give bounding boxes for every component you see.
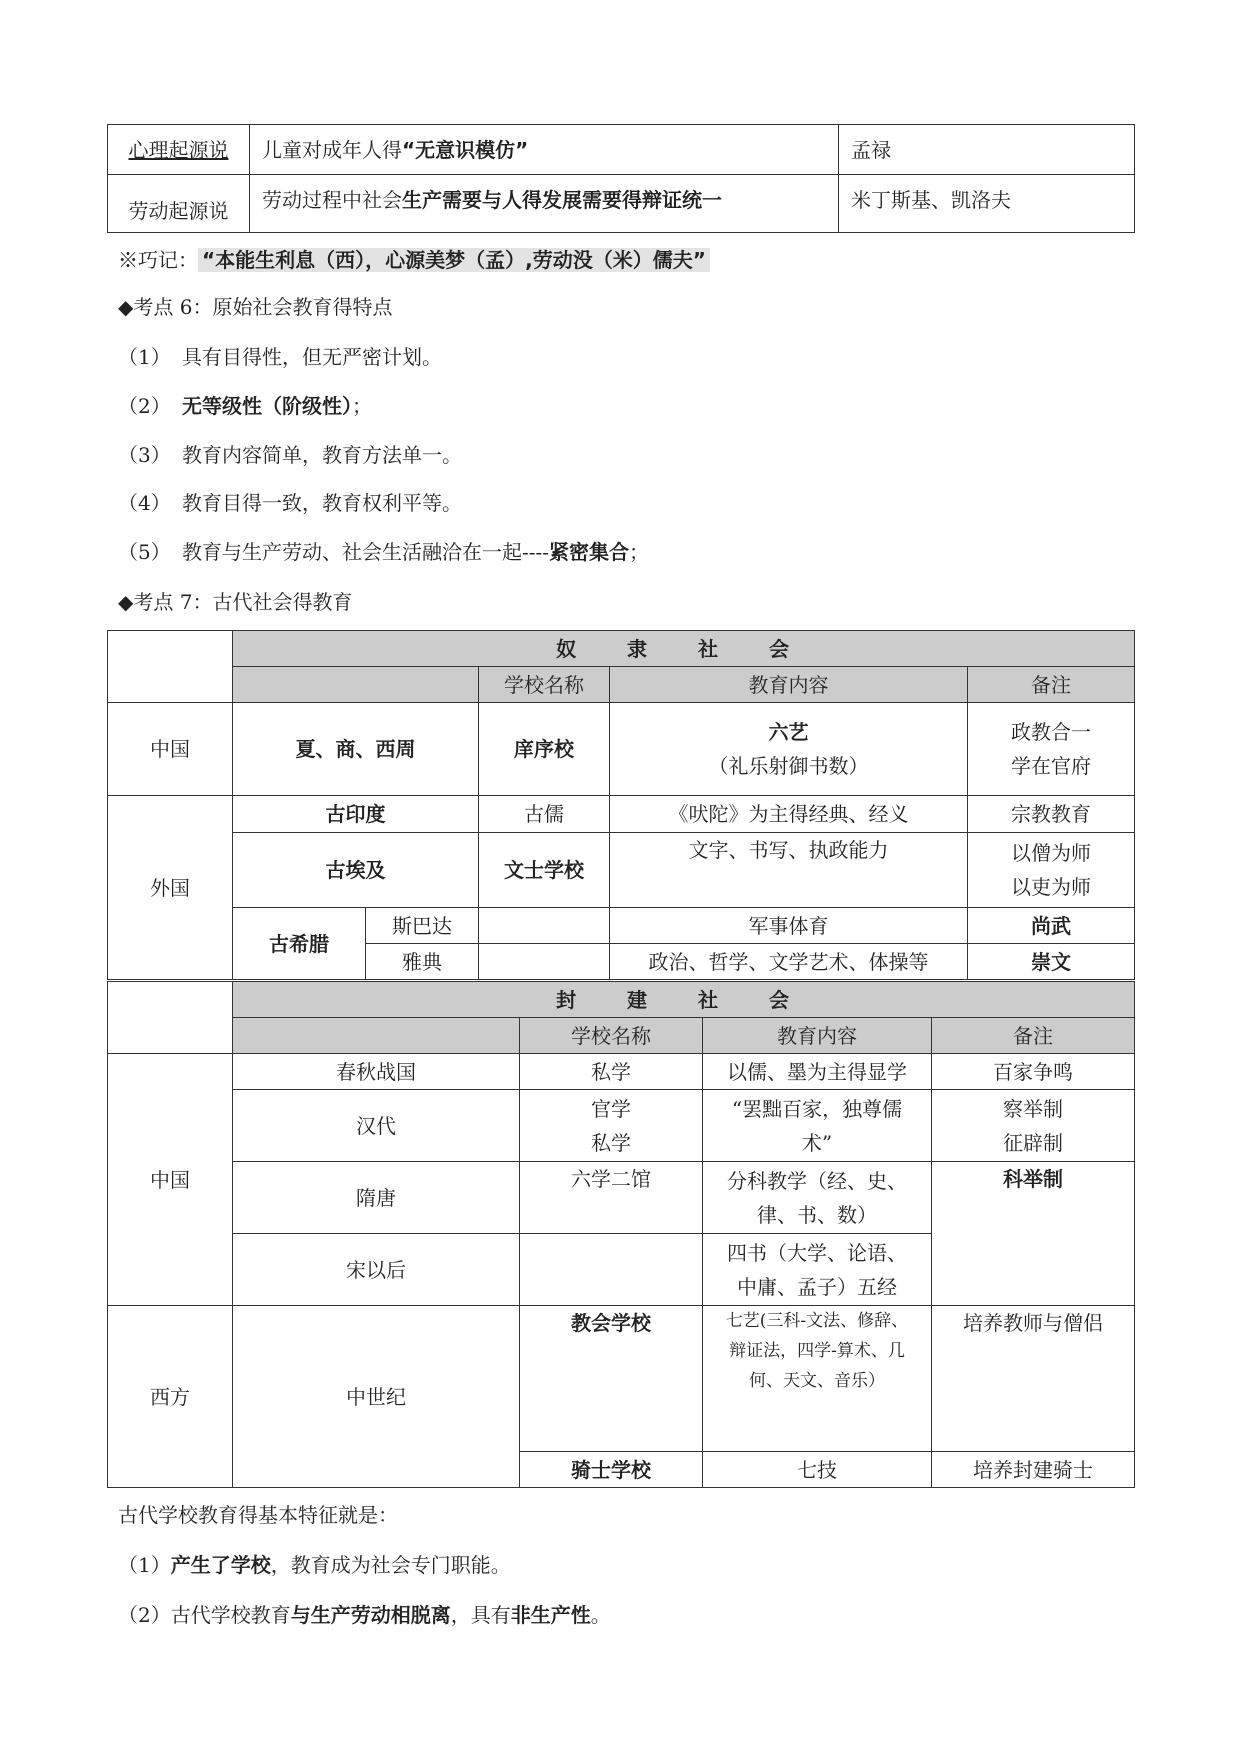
point6-item: （1） 具有目得性，但无严密计划。 <box>118 345 442 369</box>
point6-heading: ◆考点 6：原始社会教育得特点 <box>118 295 393 319</box>
slave-society-table <box>107 630 1135 980</box>
mnemonic-highlight: “本能生利息（西），心源美梦（孟）,劳动没（米）儒夫” <box>198 248 710 272</box>
point6-item: （3） 教育内容简单，教育方法单一。 <box>118 443 462 467</box>
theory-description: 儿童对成年人得“无意识模仿” <box>250 125 839 175</box>
empty-header <box>233 1018 520 1054</box>
slave-society-header: 奴 隶 社 会 <box>233 631 1135 667</box>
content-politics: 政治、哲学、文学艺术、体操等 <box>610 944 968 980</box>
feature-item: （2）古代学校教育与生产劳动相脱离，具有非生产性。 <box>118 1603 611 1627</box>
city-sparta: 斯巴达 <box>366 908 479 944</box>
col-content: 教育内容 <box>703 1018 932 1054</box>
note-hundred-schools: 百家争鸣 <box>932 1054 1135 1090</box>
period-song: 宋以后 <box>233 1234 520 1306</box>
content-confucian-mohist: 以儒、墨为主得显学 <box>703 1054 932 1090</box>
note-knights: 培养封建骑士 <box>932 1452 1135 1488</box>
empty-cell <box>479 944 610 980</box>
note-literary: 崇文 <box>968 944 1135 980</box>
city-athens: 雅典 <box>366 944 479 980</box>
col-note: 备注 <box>932 1018 1135 1054</box>
note-cell: 政教合一 学在官府 <box>968 703 1135 796</box>
empty-cell <box>479 908 610 944</box>
features-heading: 古代学校教育得基本特征就是： <box>118 1503 398 1527</box>
period-sui-tang: 隋唐 <box>233 1162 520 1234</box>
content-writing: 文字、书写、执政能力 <box>610 833 968 908</box>
point7-heading: ◆考点 7：古代社会得教育 <box>118 590 353 614</box>
content-vedas: 《吠陀》为主得经典、经义 <box>610 796 968 833</box>
theory-description: 劳动过程中社会生产需要与人得发展需要得辩证统一 <box>250 175 839 233</box>
theory-person: 孟禄 <box>839 125 1135 175</box>
note-cell: 察举制 征辟制 <box>932 1090 1135 1162</box>
period-spring-autumn: 春秋战国 <box>233 1054 520 1090</box>
content-cell: “罢黜百家，独尊儒 术” <box>703 1090 932 1162</box>
note-martial: 尚武 <box>968 908 1135 944</box>
content-cell: 分科教学（经、史、 律、书、数） <box>703 1162 932 1234</box>
region-china: 中国 <box>108 1054 233 1306</box>
theory-person: 米丁斯基、凯洛夫 <box>839 175 1135 233</box>
empty-cell <box>520 1234 703 1306</box>
country-greece: 古希腊 <box>233 908 366 980</box>
country-egypt: 古埃及 <box>233 833 479 908</box>
school-cell: 官学 私学 <box>520 1090 703 1162</box>
content-cell: 四书（大学、论语、 中庸、孟子）五经 <box>703 1234 932 1306</box>
feudal-society-table <box>107 981 1135 1488</box>
note-teachers-monks: 培养教师与僧侣 <box>932 1306 1135 1452</box>
content-six-arts: 六艺 （礼乐射御书数） <box>610 703 968 796</box>
feudal-society-header: 封 建 社 会 <box>233 982 1135 1018</box>
school-guru: 古儒 <box>479 796 610 833</box>
note-cell: 以僧为师 以吏为师 <box>968 833 1135 908</box>
mnemonic-line: ※巧记： “本能生利息（西），心源美梦（孟）,劳动没（米）儒夫” <box>118 245 710 275</box>
region-china: 中国 <box>108 703 233 796</box>
point6-item: （5） 教育与生产劳动、社会生活融洽在一起----紧密集合； <box>118 540 650 564</box>
country-india: 古印度 <box>233 796 479 833</box>
note-imperial-exam: 科举制 <box>932 1162 1135 1306</box>
content-military: 军事体育 <box>610 908 968 944</box>
feature-item: （1）产生了学校，教育成为社会专门职能。 <box>118 1553 511 1577</box>
school-knight: 骑士学校 <box>520 1452 703 1488</box>
school-xiang-xu: 庠序校 <box>479 703 610 796</box>
note-religious: 宗教教育 <box>968 796 1135 833</box>
corner-cell <box>108 982 233 1054</box>
empty-header <box>233 667 479 703</box>
col-content: 教育内容 <box>610 667 968 703</box>
school-scribe: 文士学校 <box>479 833 610 908</box>
period-xia-shang-zhou: 夏、商、西周 <box>233 703 479 796</box>
period-han: 汉代 <box>233 1090 520 1162</box>
content-seven-arts: 七艺(三科-文法、修辞、 辩证法，四学-算术、几 何、天文、音乐） <box>703 1306 932 1452</box>
region-west: 西方 <box>108 1306 233 1488</box>
point6-item: （4） 教育目得一致，教育权利平等。 <box>118 491 462 515</box>
col-school-name: 学校名称 <box>479 667 610 703</box>
corner-cell <box>108 631 233 703</box>
period-middle-ages: 中世纪 <box>233 1306 520 1488</box>
school-private: 私学 <box>520 1054 703 1090</box>
school-church: 教会学校 <box>520 1306 703 1452</box>
col-note: 备注 <box>968 667 1135 703</box>
col-school-name: 学校名称 <box>520 1018 703 1054</box>
theory-name: 劳动起源说 <box>108 175 250 233</box>
content-seven-skills: 七技 <box>703 1452 932 1488</box>
region-foreign: 外国 <box>108 796 233 980</box>
school-six-two: 六学二馆 <box>520 1162 703 1234</box>
theory-name: 心理起源说 <box>108 125 250 175</box>
origin-theory-table <box>107 124 1135 233</box>
point6-item: （2） 无等级性（阶级性）； <box>118 394 372 418</box>
